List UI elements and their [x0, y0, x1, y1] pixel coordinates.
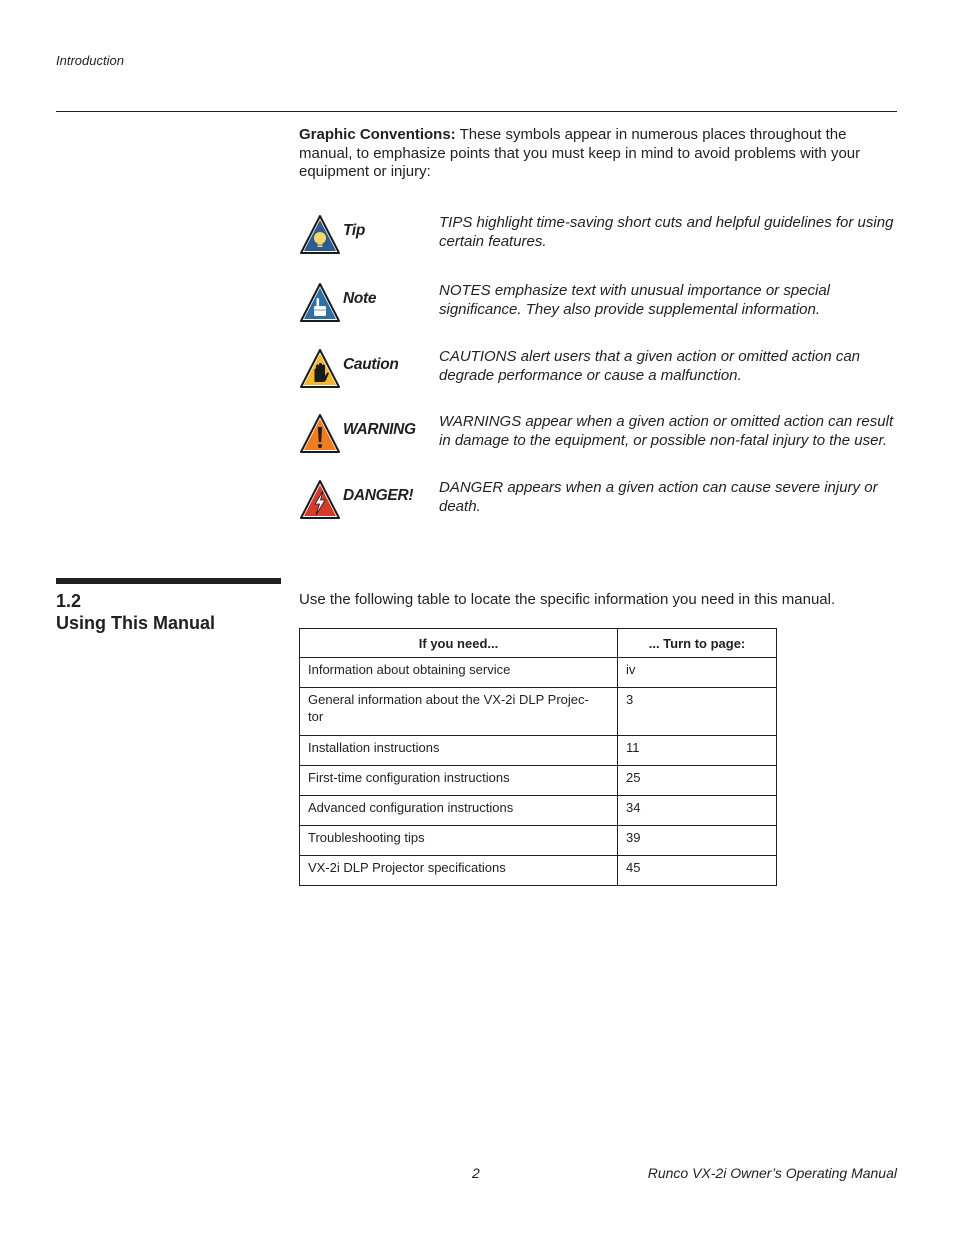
table-row	[300, 688, 777, 736]
caution-hand-icon	[299, 348, 341, 388]
note-hand-icon	[299, 282, 341, 322]
page-number: 2	[472, 1165, 480, 1181]
column-header-need: If you need...	[300, 629, 618, 658]
table-intro: Use the following table to locate the specific information you need in this manual.	[299, 591, 836, 608]
table-cell-need: First-time configuration instructions	[300, 766, 618, 796]
section-title: Using This Manual	[56, 613, 216, 633]
reference-table	[299, 628, 777, 886]
graphic-conventions-lead: Graphic Conventions:	[299, 126, 456, 143]
convention-label: Note	[343, 290, 377, 307]
table-cell-page: 39	[618, 826, 777, 856]
table-cell-need: Installation instructions	[300, 736, 618, 766]
convention-warning	[299, 413, 897, 463]
section-number: 1.2	[56, 591, 82, 611]
convention-note	[299, 282, 897, 332]
convention-description: TIPS highlight time-saving short cuts and helpful guidelines for using certain features.	[439, 214, 894, 250]
running-head: Introduction	[56, 53, 124, 68]
table-cell-page: 45	[618, 856, 777, 886]
section-bar	[56, 578, 281, 584]
table-cell-need: VX-2i DLP Projector specifications	[300, 856, 618, 886]
convention-label: DANGER!	[343, 487, 414, 504]
convention-caution	[299, 348, 897, 398]
lightning-triangle-icon	[299, 479, 341, 519]
table-cell-page: 34	[618, 796, 777, 826]
table-row	[300, 856, 777, 886]
table-cell-need: General information about the VX-2i DLP Projec- tor	[300, 688, 618, 736]
table-cell-page: 25	[618, 766, 777, 796]
table-row	[300, 766, 777, 796]
table-cell-need: Information about obtaining service	[300, 658, 618, 688]
table-header-row	[300, 629, 777, 658]
table-row	[300, 736, 777, 766]
lightbulb-icon	[299, 214, 341, 254]
convention-description: CAUTIONS alert users that a given action or omitted action can degrade performance or cause a malfunction.	[439, 348, 861, 384]
convention-label: Tip	[343, 222, 366, 239]
table-cell-page: iv	[618, 658, 777, 688]
convention-description: WARNINGS appear when a given action or omitted action can result in damage to the equipment, or possible non-fatal injury to the user.	[439, 413, 894, 449]
table-cell-page: 11	[618, 736, 777, 766]
convention-label: Caution	[343, 356, 399, 373]
graphic-conventions-paragraph	[299, 126, 889, 182]
convention-description: NOTES emphasize text with unusual importance or special significance. They also provide supplemental information.	[439, 282, 831, 318]
column-header-page: ... Turn to page:	[618, 629, 777, 658]
table-row	[300, 826, 777, 856]
exclamation-triangle-icon	[299, 413, 341, 453]
header-rule	[56, 111, 897, 112]
convention-label: WARNING	[343, 421, 416, 438]
table-cell-page: 3	[618, 688, 777, 736]
convention-description: DANGER appears when a given action can cause severe injury or death.	[439, 479, 878, 515]
convention-danger	[299, 479, 897, 529]
table-cell-need: Troubleshooting tips	[300, 826, 618, 856]
manual-title: Runco VX-2i Owner’s Operating Manual	[647, 1165, 897, 1181]
table-row	[300, 796, 777, 826]
table-row	[300, 658, 777, 688]
graphic-conventions-text: These symbols appear in numerous places throughout the manual, to emphasize points that you must keep in mind to avoid problems with your equipment or injury:	[299, 126, 861, 180]
table-cell-need: Advanced configuration instructions	[300, 796, 618, 826]
convention-tip	[299, 214, 897, 264]
